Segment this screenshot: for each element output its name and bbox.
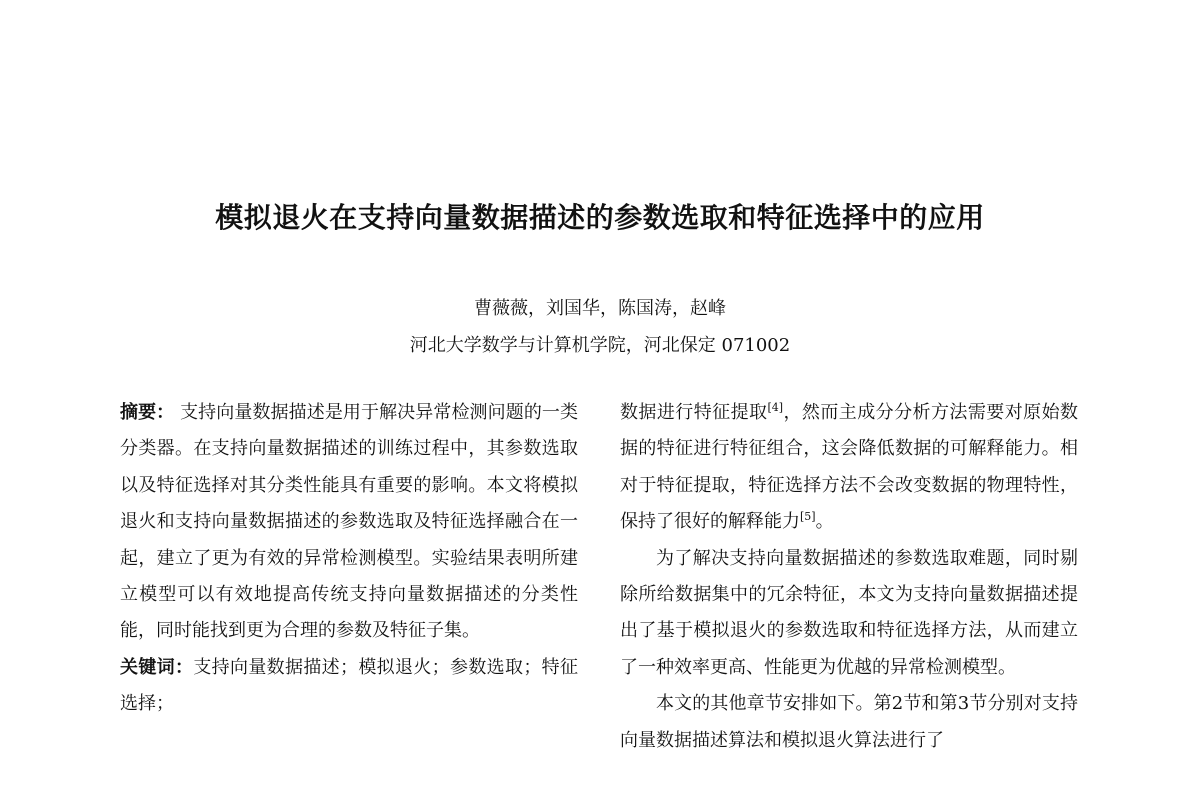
paper-title: 模拟退火在支持向量数据描述的参数选取和特征选择中的应用 (215, 201, 985, 234)
keywords-text: 支持向量数据描述；模拟退火；参数选取；特征选择； (120, 656, 579, 715)
author-affiliation: 河北大学数学与计算机学院，河北保定 071002 (409, 335, 791, 356)
body-paragraph-2: 为了解决支持向量数据描述的参数选取难题，同时剔除所给数据集中的冗余特征，本文为支持向量数据描述提出了基于模拟退火的参数选取和特征选择方法，从而建立了一种效率更高、性能更为优越的异常检测模型。 (620, 547, 1078, 678)
right-column (620, 395, 1078, 759)
citation-ref-4: [4] (767, 401, 784, 414)
body-p1-text-a: 数据进行特征提取 (620, 402, 768, 423)
citation-ref-5: [5] (800, 510, 816, 524)
abstract-paragraph (120, 395, 578, 650)
body-paragraph-3: 本文的其他章节安排如下。第2节和第3节分别对支持向量数据描述算法和模拟退火算法进行了 (620, 693, 1078, 751)
body-p1-text-b: ，然而主成分分析方法需要对原始数据的特征进行特征组合，这会降低数据的可解释能力。相对于特征提取，特征选择方法不会改变数据的物理特性，保持了很好的解释能力 (620, 402, 1078, 533)
keywords-label: 关键词： (120, 656, 194, 678)
abstract-text: 支持向量数据描述是用于解决异常检测问题的一类分类器。在支持向量数据描述的训练过程中，其参数选取以及特征选择对其分类性能具有重要的影响。本文将模拟退火和支持向量数据描述的参数选取及特征选择融合在一起，建立了更为有效的异常检测模型。实验结果表明所建立模型可以有效地提高传统支持向量数据描述的分类性能，同时能找到更为合理的参数及特征子集。 (120, 402, 578, 642)
keywords-paragraph (120, 650, 578, 723)
left-column (120, 395, 578, 723)
abstract-label: 摘要： (120, 402, 175, 423)
body-p1-text-c: 。 (815, 511, 834, 533)
body-paragraph-1 (620, 395, 1078, 541)
author-list: 曹薇薇，刘国华，陈国涛，赵峰 (474, 298, 726, 319)
